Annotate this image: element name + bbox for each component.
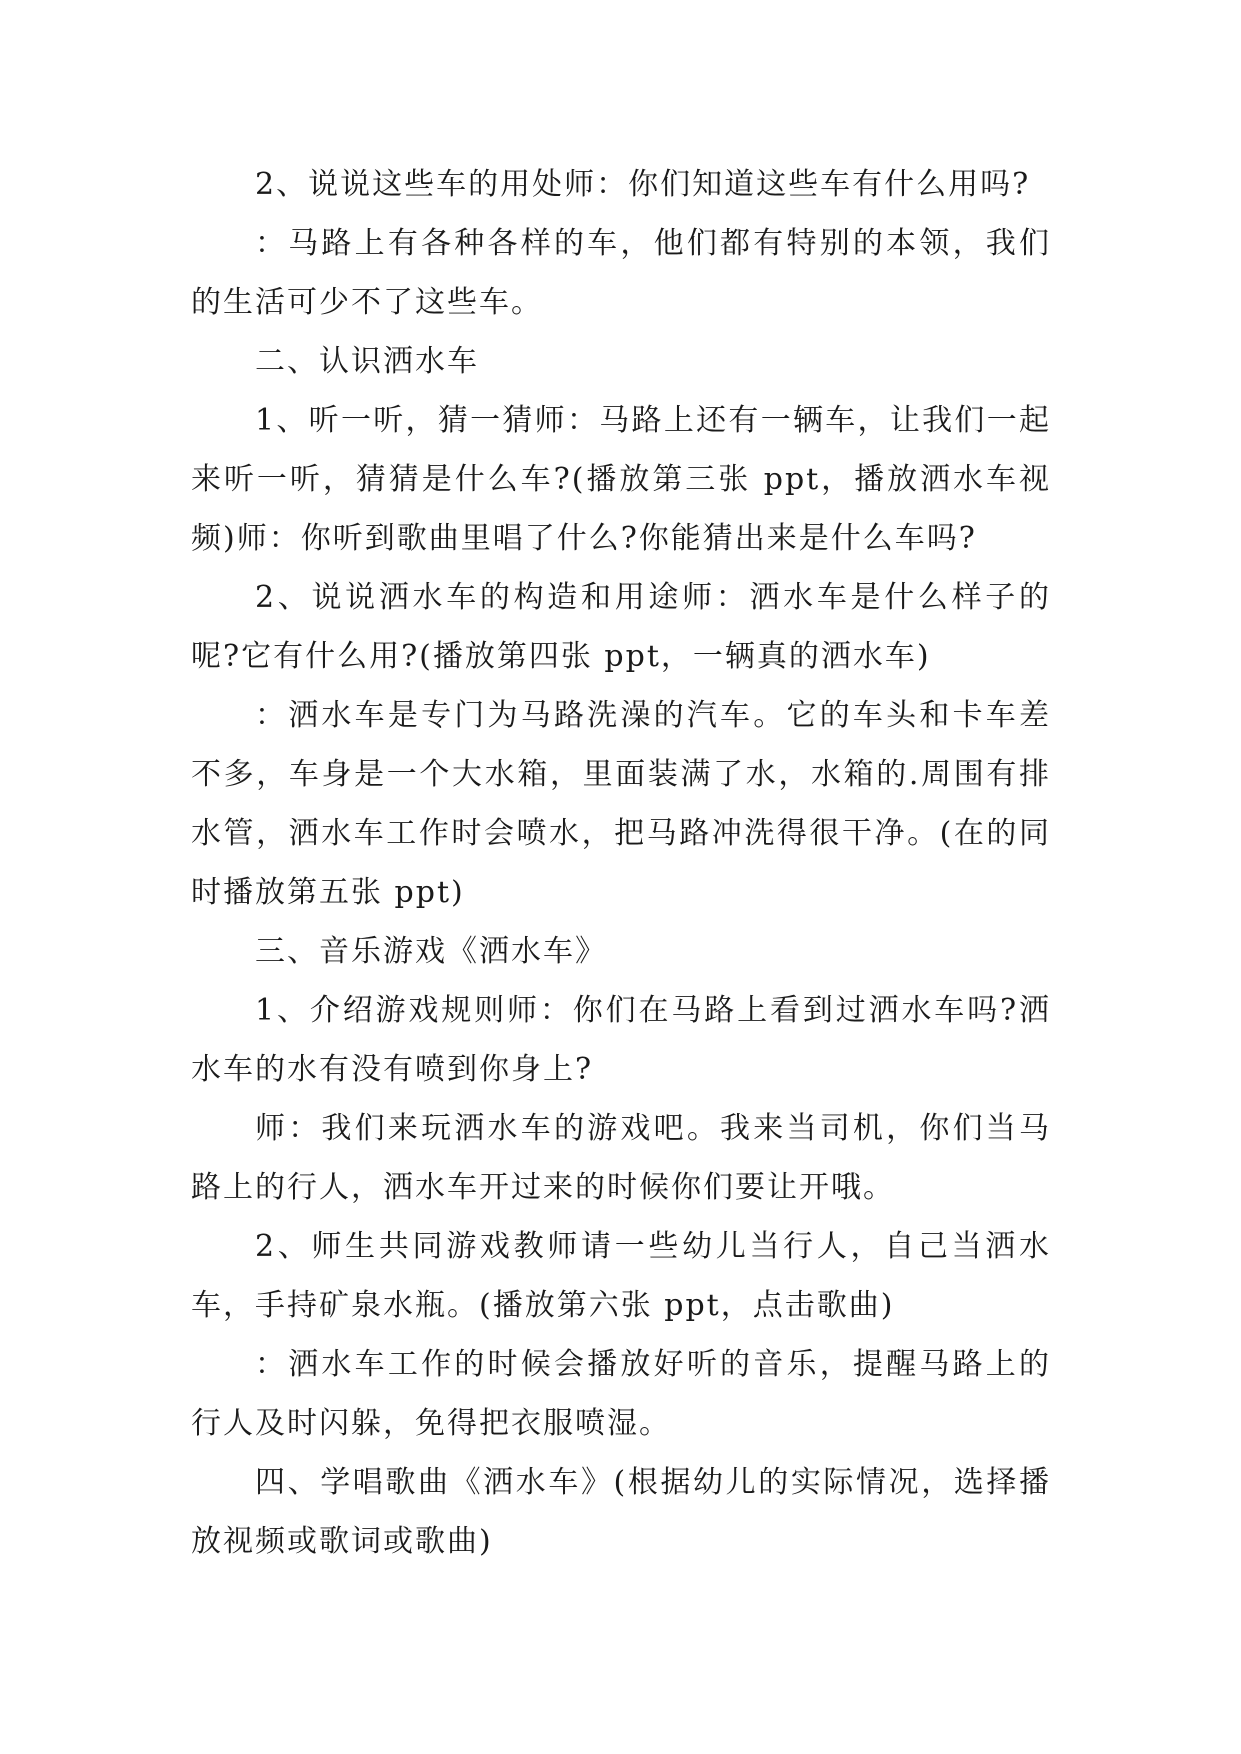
paragraph-8: 2、师生共同游戏教师请一些幼儿当行人，自己当洒水车，手持矿泉水瓶。(播放第六张 ppt，点击歌曲) bbox=[191, 1229, 1051, 1323]
paragraph-3: 1、听一听，猜一猜师：马路上还有一辆车，让我们一起来听一听，猜猜是什么车?(播放第三张 ppt，播放洒水车视频)师：你听到歌曲里唱了什么?你能猜出来是什么车吗? bbox=[191, 403, 1051, 556]
document-body bbox=[191, 155, 1051, 1571]
section-heading-3: 三、音乐游戏《洒水车》 bbox=[255, 934, 607, 969]
section-heading-4: 四、学唱歌曲《洒水车》(根据幼儿的实际情况，选择播放视频或歌词或歌曲) bbox=[191, 1465, 1051, 1559]
paragraph-6: 1、介绍游戏规则师：你们在马路上看到过洒水车吗?洒水车的水有没有喷到你身上? bbox=[191, 993, 1051, 1087]
paragraph-1: 2、说说这些车的用处师：你们知道这些车有什么用吗? bbox=[255, 167, 1031, 202]
paragraph-5: ：洒水车是专门为马路洗澡的汽车。它的车头和卡车差不多，车身是一个大水箱，里面装满了水，水箱的.周围有排水管，洒水车工作时会喷水，把马路冲洗得很干净。(在的同时播放第五张 ppt) bbox=[191, 698, 1051, 910]
section-heading-2: 二、认识洒水车 bbox=[255, 344, 479, 379]
paragraph-2: ：马路上有各种各样的车，他们都有特别的本领，我们的生活可少不了这些车。 bbox=[191, 226, 1051, 320]
paragraph-9: ：洒水车工作的时候会播放好听的音乐，提醒马路上的行人及时闪躲，免得把衣服喷湿。 bbox=[191, 1347, 1051, 1441]
paragraph-7: 师：我们来玩洒水车的游戏吧。我来当司机，你们当马路上的行人，洒水车开过来的时候你们要让开哦。 bbox=[191, 1111, 1051, 1205]
paragraph-4: 2、说说洒水车的构造和用途师：洒水车是什么样子的呢?它有什么用?(播放第四张 ppt，一辆真的洒水车) bbox=[191, 580, 1051, 674]
